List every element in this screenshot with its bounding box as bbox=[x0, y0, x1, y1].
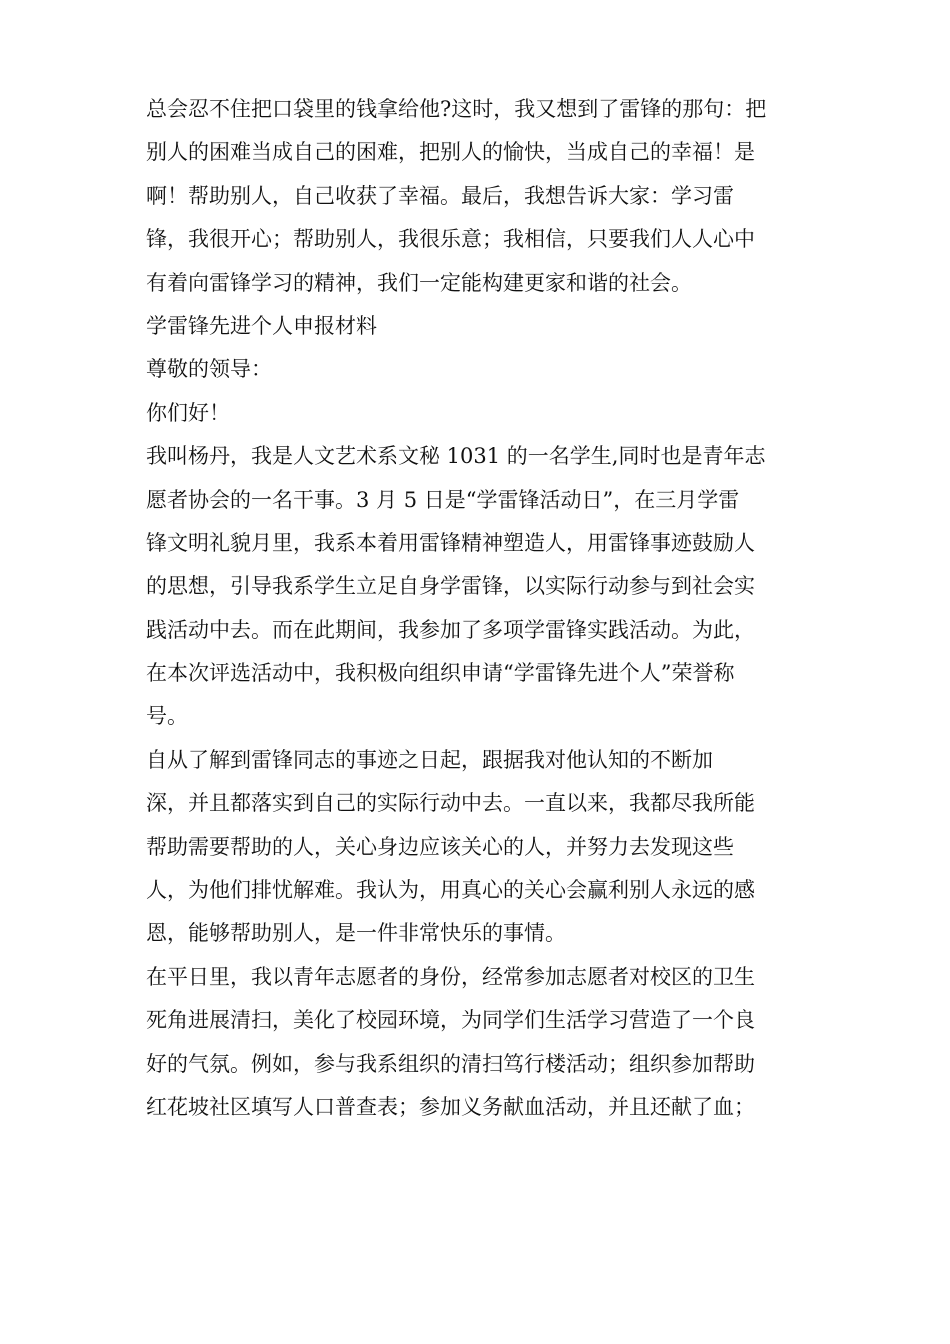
text-line: 的思想，引导我系学生立足自身学雷锋，以实际行动参与到社会实 bbox=[146, 574, 755, 599]
text-line: 帮助需要帮助的人，关心身边应该关心的人，并努力去发现这些 bbox=[146, 834, 734, 859]
text-line: 死角进展清扫，美化了校园环境，为同学们生活学习营造了一个良 bbox=[146, 1008, 755, 1033]
document-body bbox=[146, 88, 806, 1129]
text-line: 有着向雷锋学习的精神，我们一定能构建更家和谐的社会。 bbox=[146, 270, 692, 295]
text-line: 锋文明礼貌月里，我系本着用雷锋精神塑造人，用雷锋事迹鼓励人 bbox=[146, 530, 755, 555]
text-line: 号。 bbox=[146, 704, 188, 729]
text-line: 总会忍不住把口袋里的钱拿给他?这时，我又想到了雷锋的那句：把 bbox=[146, 97, 767, 121]
text-line: 恩，能够帮助别人，是一件非常快乐的事情。 bbox=[146, 921, 566, 946]
text-line: 人，为他们排忧解难。我认为，用真心的关心会赢利别人永远的感 bbox=[146, 878, 755, 903]
text-line: 我叫杨丹，我是人文艺术系文秘 1031 的一名学生,同时也是青年志 bbox=[146, 444, 766, 469]
text-line: 啊！帮助别人，自己收获了幸福。最后，我想告诉大家：学习雷 bbox=[146, 183, 734, 208]
text-line: 践活动中去。而在此期间，我参加了多项学雷锋实践活动。为此， bbox=[146, 617, 755, 642]
text-line: 红花坡社区填写人口普查表；参加义务献血活动，并且还献了血； bbox=[146, 1094, 755, 1119]
text-line: 好的气氛。例如，参与我系组织的清扫笃行楼活动；组织参加帮助 bbox=[146, 1051, 755, 1076]
text-line: 在平日里，我以青年志愿者的身份，经常参加志愿者对校区的卫生 bbox=[146, 964, 755, 989]
text-line: 在本次评选活动中，我积极向组织申请“学雷锋先进个人”荣誉称 bbox=[146, 661, 735, 686]
text-line: 锋，我很开心；帮助别人，我很乐意；我相信，只要我们人人心中 bbox=[146, 227, 755, 252]
text-line: 愿者协会的一名干事。3 月 5 日是“学雷锋活动日”，在三月学雷 bbox=[146, 487, 740, 512]
section-title: 学雷锋先进个人申报材料 bbox=[146, 313, 377, 338]
text-line: 深，并且都落实到自己的实际行动中去。一直以来，我都尽我所能 bbox=[146, 791, 755, 816]
text-line: 自从了解到雷锋同志的事迹之日起，跟据我对他认知的不断加 bbox=[146, 747, 713, 772]
salutation: 尊敬的领导： bbox=[146, 357, 272, 382]
text-line: 别人的困难当成自己的困难，把别人的愉快，当成自己的幸福！是 bbox=[146, 140, 755, 165]
greeting: 你们好！ bbox=[146, 400, 230, 425]
